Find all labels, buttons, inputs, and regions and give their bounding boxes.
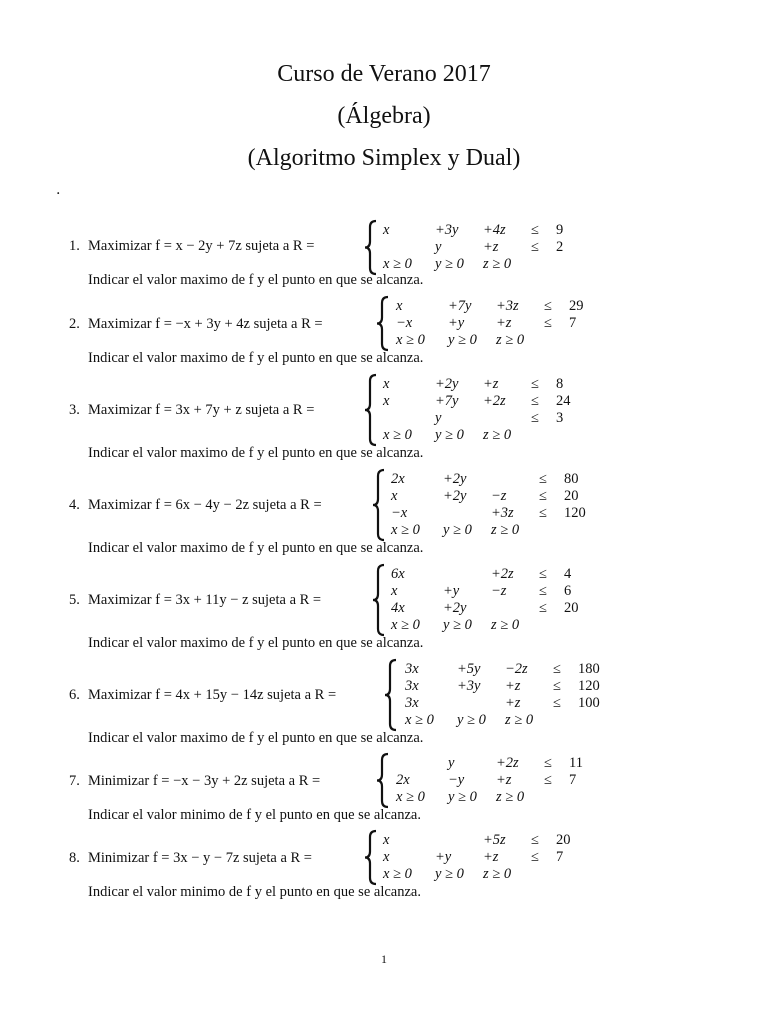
problem-statement <box>69 238 314 254</box>
term-x: x <box>391 583 398 599</box>
instruction-text: Indicar el valor maximo de f y el punto en que se alcanza. <box>88 272 424 288</box>
term-x: 2x <box>396 772 410 788</box>
instruction-text: Indicar el valor minimo de f y el punto en que se alcanza. <box>88 884 421 900</box>
left-brace-icon <box>364 830 378 885</box>
term-x: x ≥ 0 <box>396 789 425 805</box>
rhs-value: 80 <box>564 471 579 487</box>
term-z: −z <box>491 488 507 504</box>
term-x: 3x <box>405 678 419 694</box>
instruction-text: Indicar el valor maximo de f y el punto en que se alcanza. <box>88 350 424 366</box>
term-z: z ≥ 0 <box>483 256 512 272</box>
term-y: +5y <box>457 661 481 677</box>
instruction-text: Indicar el valor maximo de f y el punto en que se alcanza. <box>88 730 424 746</box>
relation: ≤ <box>531 410 539 426</box>
title-course: Curso de Verano 2017 <box>277 61 491 87</box>
term-z: +z <box>483 376 499 392</box>
problem-number: 8. <box>69 850 80 866</box>
rhs-value: 100 <box>578 695 600 711</box>
relation: ≤ <box>539 488 547 504</box>
term-z: +2z <box>483 393 506 409</box>
problem-statement <box>69 402 314 418</box>
problem-statement <box>69 497 322 513</box>
term-x: 3x <box>405 695 419 711</box>
title-topic: (Algoritmo Simplex y Dual) <box>247 145 521 171</box>
relation: ≤ <box>531 832 539 848</box>
term-y: +2y <box>443 471 467 487</box>
rhs-value: 20 <box>556 832 571 848</box>
relation: ≤ <box>539 566 547 582</box>
term-z: +z <box>505 678 521 694</box>
term-y: +7y <box>448 298 472 314</box>
term-y: +2y <box>443 600 467 616</box>
rhs-value: 120 <box>564 505 586 521</box>
term-x: x ≥ 0 <box>383 427 412 443</box>
term-z: −z <box>491 583 507 599</box>
rhs-value: 120 <box>578 678 600 694</box>
instruction-text: Indicar el valor maximo de f y el punto en que se alcanza. <box>88 635 424 651</box>
term-z: +5z <box>483 832 506 848</box>
term-y: y <box>448 755 455 771</box>
term-z: z ≥ 0 <box>496 789 525 805</box>
rhs-value: 20 <box>564 600 579 616</box>
instruction-text: Indicar el valor maximo de f y el punto en que se alcanza. <box>88 540 424 556</box>
term-y: −y <box>448 772 465 788</box>
term-z: z ≥ 0 <box>505 712 534 728</box>
term-x: x <box>383 376 390 392</box>
term-x: x ≥ 0 <box>396 332 425 348</box>
relation: ≤ <box>539 583 547 599</box>
term-z: z ≥ 0 <box>483 866 512 882</box>
rhs-value: 7 <box>569 772 577 788</box>
rhs-value: 3 <box>556 410 564 426</box>
term-y: +3y <box>457 678 481 694</box>
objective-text: Maximizar f = 3x + 7y + z sujeta a R = <box>88 402 315 418</box>
rhs-value: 7 <box>569 315 577 331</box>
problem-statement <box>69 850 312 866</box>
problem-statement <box>69 773 320 789</box>
objective-text: Minimizar f = −x − 3y + 2z sujeta a R = <box>88 773 321 789</box>
objective-text: Maximizar f = x − 2y + 7z sujeta a R = <box>88 238 315 254</box>
problem-number: 5. <box>69 592 80 608</box>
term-z: +2z <box>496 755 519 771</box>
term-z: z ≥ 0 <box>483 427 512 443</box>
rhs-value: 4 <box>564 566 572 582</box>
instruction-text: Indicar el valor minimo de f y el punto en que se alcanza. <box>88 807 421 823</box>
term-z: +2z <box>491 566 514 582</box>
term-x: x ≥ 0 <box>383 256 412 272</box>
term-z: +z <box>496 315 512 331</box>
relation: ≤ <box>544 298 552 314</box>
relation: ≤ <box>544 772 552 788</box>
relation: ≤ <box>544 315 552 331</box>
term-x: x ≥ 0 <box>405 712 434 728</box>
term-x: x <box>383 849 390 865</box>
instruction-text: Indicar el valor maximo de f y el punto en que se alcanza. <box>88 445 424 461</box>
relation: ≤ <box>544 755 552 771</box>
term-x: x <box>383 393 390 409</box>
problem-number: 2. <box>69 316 80 332</box>
problem-number: 4. <box>69 497 80 513</box>
rhs-value: 2 <box>556 239 564 255</box>
term-y: +2y <box>443 488 467 504</box>
term-x: x <box>396 298 403 314</box>
term-z: +z <box>483 239 499 255</box>
left-brace-icon <box>364 220 378 275</box>
relation: ≤ <box>539 600 547 616</box>
problem-statement <box>69 316 323 332</box>
relation: ≤ <box>531 849 539 865</box>
rhs-value: 20 <box>564 488 579 504</box>
term-y: y ≥ 0 <box>443 617 472 633</box>
problem-number: 6. <box>69 687 80 703</box>
term-x: −x <box>391 505 408 521</box>
term-y: +y <box>448 315 465 331</box>
term-y: y ≥ 0 <box>435 256 464 272</box>
problem-number: 7. <box>69 773 80 789</box>
rhs-value: 7 <box>556 849 564 865</box>
relation: ≤ <box>553 695 561 711</box>
relation: ≤ <box>539 505 547 521</box>
left-brace-icon <box>364 374 378 446</box>
term-x: x <box>391 488 398 504</box>
relation: ≤ <box>531 393 539 409</box>
term-x: x <box>383 222 390 238</box>
term-y: y <box>435 410 442 426</box>
left-brace-icon <box>372 469 386 541</box>
term-y: +y <box>435 849 452 865</box>
objective-text: Minimizar f = 3x − y − 7z sujeta a R = <box>88 850 312 866</box>
term-x: 4x <box>391 600 405 616</box>
relation: ≤ <box>531 376 539 392</box>
term-x: x ≥ 0 <box>391 617 420 633</box>
term-y: y ≥ 0 <box>448 332 477 348</box>
term-x: x <box>383 832 390 848</box>
relation: ≤ <box>553 661 561 677</box>
relation: ≤ <box>539 471 547 487</box>
term-y: +y <box>443 583 460 599</box>
term-y: y ≥ 0 <box>443 522 472 538</box>
term-y: +2y <box>435 376 459 392</box>
term-z: +3z <box>496 298 519 314</box>
term-z: +z <box>505 695 521 711</box>
left-brace-icon <box>376 753 390 808</box>
problem-number: 1. <box>69 238 80 254</box>
term-y: y <box>435 239 442 255</box>
rhs-value: 180 <box>578 661 600 677</box>
term-y: +7y <box>435 393 459 409</box>
problem-statement <box>69 592 321 608</box>
left-brace-icon <box>376 296 390 351</box>
term-x: 3x <box>405 661 419 677</box>
objective-text: Maximizar f = 3x + 11y − z sujeta a R = <box>88 592 322 608</box>
term-z: z ≥ 0 <box>491 617 520 633</box>
rhs-value: 8 <box>556 376 564 392</box>
term-y: y ≥ 0 <box>448 789 477 805</box>
left-brace-icon <box>372 564 386 636</box>
term-z: +4z <box>483 222 506 238</box>
term-y: y ≥ 0 <box>457 712 486 728</box>
term-y: y ≥ 0 <box>435 427 464 443</box>
stray-dot: . <box>56 182 61 198</box>
term-x: 6x <box>391 566 405 582</box>
relation: ≤ <box>531 239 539 255</box>
term-x: 2x <box>391 471 405 487</box>
term-z: +3z <box>491 505 514 521</box>
term-x: x ≥ 0 <box>391 522 420 538</box>
relation: ≤ <box>531 222 539 238</box>
term-z: z ≥ 0 <box>496 332 525 348</box>
problem-statement <box>69 687 336 703</box>
title-subject: (Álgebra) <box>337 103 431 129</box>
rhs-value: 6 <box>564 583 572 599</box>
page-number: 1 <box>381 952 387 966</box>
rhs-value: 24 <box>556 393 571 409</box>
left-brace-icon <box>384 659 398 731</box>
rhs-value: 9 <box>556 222 564 238</box>
term-x: x ≥ 0 <box>383 866 412 882</box>
term-z: z ≥ 0 <box>491 522 520 538</box>
rhs-value: 29 <box>569 298 584 314</box>
term-y: y ≥ 0 <box>435 866 464 882</box>
term-z: +z <box>483 849 499 865</box>
rhs-value: 11 <box>569 755 583 771</box>
relation: ≤ <box>553 678 561 694</box>
problem-number: 3. <box>69 402 80 418</box>
term-x: −x <box>396 315 413 331</box>
term-y: +3y <box>435 222 459 238</box>
objective-text: Maximizar f = 6x − 4y − 2z sujeta a R = <box>88 497 322 513</box>
term-z: +z <box>496 772 512 788</box>
objective-text: Maximizar f = −x + 3y + 4z sujeta a R = <box>88 316 323 332</box>
objective-text: Maximizar f = 4x + 15y − 14z sujeta a R = <box>88 687 337 703</box>
term-z: −2z <box>505 661 528 677</box>
